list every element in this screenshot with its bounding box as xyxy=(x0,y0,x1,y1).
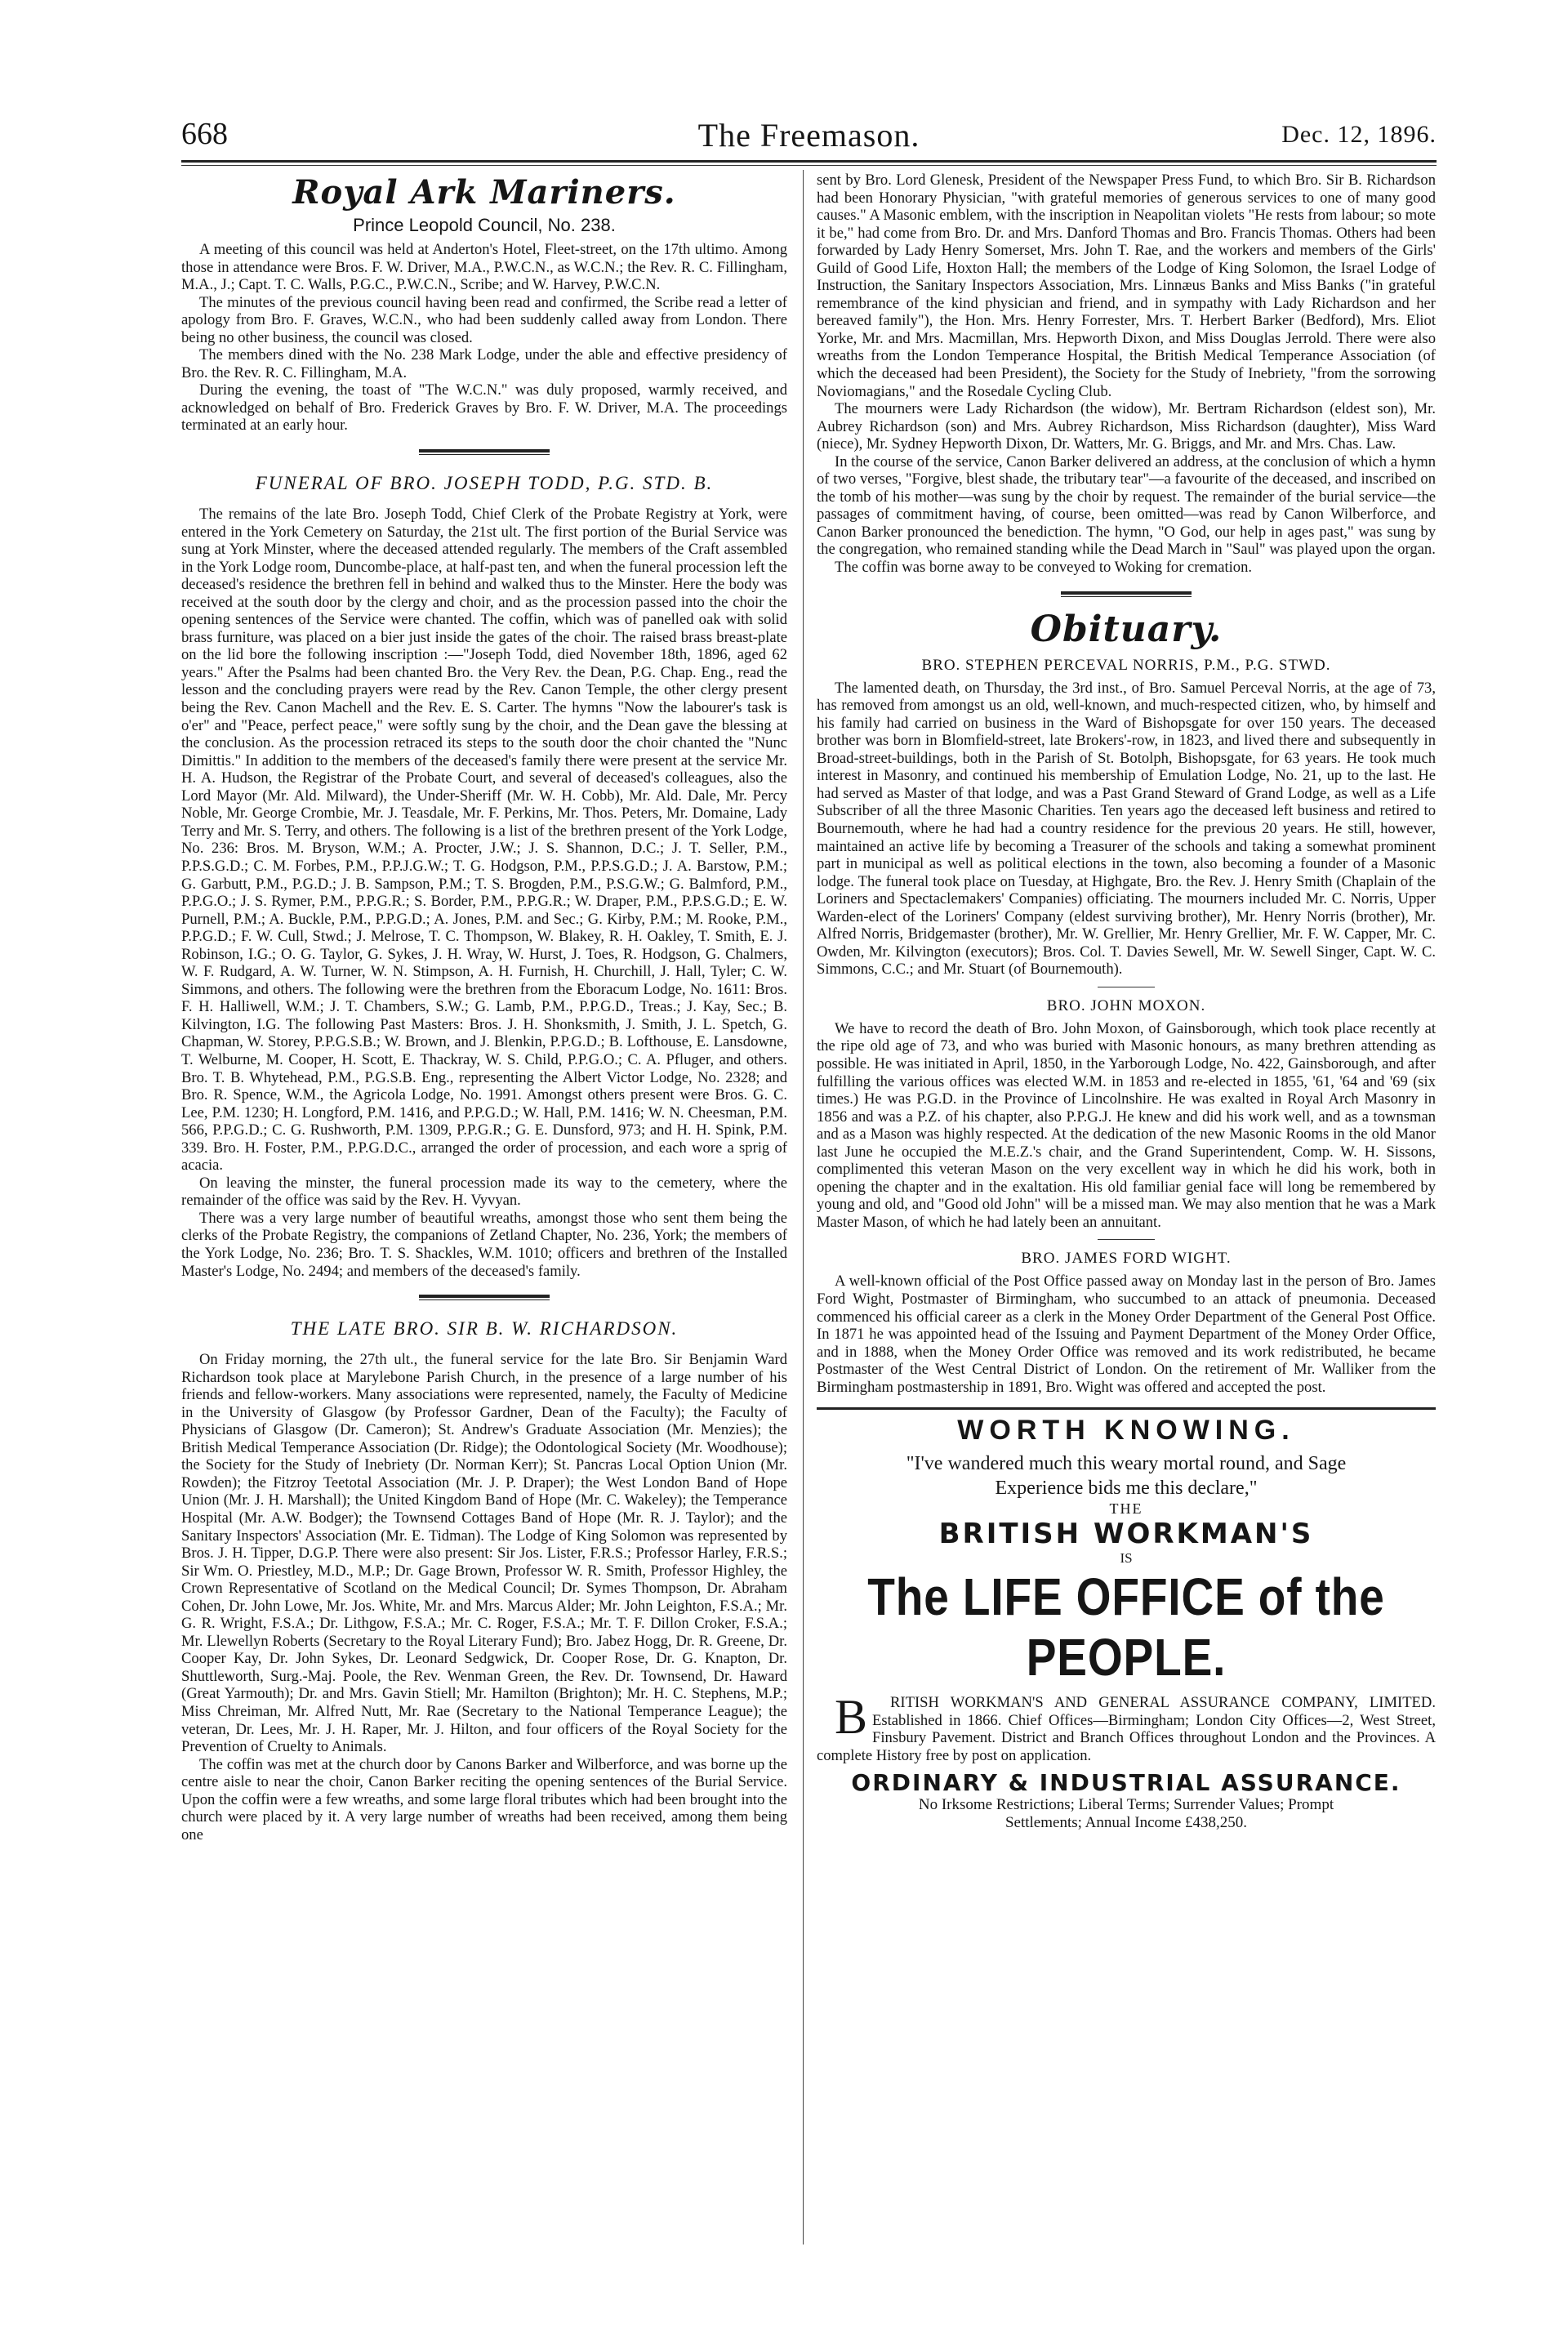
obituary-name-moxon: BRO. JOHN MOXON. xyxy=(1046,996,1206,1014)
advert-footer-line: Settlements; Annual Income £438,250. xyxy=(1004,1814,1248,1832)
obituary-heading: Obituary. xyxy=(1030,608,1223,650)
advert-company-name: BRITISH WORKMAN'S xyxy=(938,1518,1314,1551)
obituary-name-norris: BRO. STEPHEN PERCEVAL NORRIS, P.M., P.G. STWD. xyxy=(921,656,1331,674)
royal-ark-paragraph: The minutes of the previous council having been read and confirmed, the Scribe read a letter of apology from Bro. F. Graves, W.C.N., who had been suddenly called away from London. There being no other business, the council was closed. xyxy=(181,293,787,346)
advert-heading: WORTH KNOWING. xyxy=(957,1415,1295,1447)
masthead-title: The Freemason. xyxy=(697,117,920,154)
richardson-continued-paragraph: sent by Bro. Lord Glenesk, President of the Newspaper Press Fund, to which Bro. Sir B. Richardson had been Honorary Physician, "with grateful memories of generous services to one of many good causes." A Masonic emblem, with the inscription in Neapolitan violets "He rests from labour; so mote it be," had come from Bro. Dr. and Mrs. Danford Thomas and Bro. Francis Thomas. Others had been forwarded by Lady Henry Somerset, Mrs. John T. Rae, and the workers and members of the Girls' Guild of Good Life, Hoxton Hall; the members of the Lodge of King Solomon, the Israel Lodge of Instruction, the Sanitary Inspectors Association, Mrs. Linnæus Banks and Miss Banks ("in grateful remembrance of the kind physician and friend, and in sympathy with Lady Richardson and her bereaved family"), the Hon. Mrs. Henry Forrester, Mrs. T. Herbert Barker (Bedford), Mrs. Eliot Yorke, Mr. and Mrs. Macmillan, Mrs. Hepworth Dixon, and Miss Douglas Jerrold. There were also wreaths from the London Temperance Hospital, the British Medical Temperance Association (of which the deceased had been President), the Society for the Study of Inebriety, "from the sorrowing Noviomagians," and the Rosedale Cycling Club. xyxy=(817,172,1436,400)
royal-ark-paragraph: A meeting of this council was held at Anderton's Hotel, Fleet-street, on the 17th ultimo. Among those in attendance were Bros. F. W. Driver, M.A., P.W.C.N., as W.C.N.; the Rev. R. C. Fillingham, M.A., J.; Capt. T. C. Walls, P.G.C., P.W.C.N., Scribe; and W. Harvey, P.W.C.N. xyxy=(181,241,787,294)
advert-slogan: The LIFE OFFICE of the PEOPLE. xyxy=(867,1567,1385,1687)
richardson-paragraph: On Friday morning, the 27th ult., the funeral service for the late Bro. Sir Benjamin Ward Richardson took place at Marylebone Parish Church, in the presence of a large number of his friends and fellow-workers. Many associations were represented, namely, the Faculty of Medicine in the University of Glasgow (by Professor Gardner, Dean of the Faculty); the Faculty of Physicians of Glasgow (Dr. Cameron); St. Andrew's Graduate Association (Mr. Menzies); the British Medical Temperance Association (Dr. Ridge); the Odontological Society (Mr. Woodhouse); the Society for the Study of Inebriety (Dr. Norman Kerr); St. Pancras Local Option Union (Mr. Rowden); the Fitzroy Teetotal Association (Mr. J. P. Draper); the West London Band of Hope Union (Mr. J. H. Marshall); the United Kingdom Band of Hope (Mr. C. Wakeley); the Temperance Hospital (Mr. A.W. Bodger); the Townsend Cottages Band of Hope (Mr. R. J. Taylor); and the Sanitary Inspectors' Association (Mr. E. Tidman). The Lodge of King Solomon was represented by Bros. J. H. Tipper, D.G.P. There were also present: Sir Jos. Lister, F.R.S.; Professor Harley, F.R.S.; Sir Wm. O. Priestley, M.D., M.P.; Dr. Gage Brown, Professor W. R. Smith, Professor Highley, the Crown Representative of Scotland on the Medical Council; Dr. Symes Thompson, Dr. Abraham Cohen, Dr. John Lowe, Mr. Jos. White, Mr. and Mrs. Marcus Alder; Mr. John Leighton, F.S.A.; Mr. G. R. Wright, F.S.A.; Dr. Lithgow, F.S.A.; Mr. C. Roger, F.S.A.; Mr. T. F. Dillon Croker, F.S.A.; Mr. Llewellyn Roberts (Secretary to the Royal Literary Fund); Bro. Jabez Hogg, Dr. R. Greene, Dr. Cooper Kay, Dr. John Sykes, Dr. Leonard Sedgwick, Dr. Cooper Rose, Dr. G. Knapton, Dr. Shuttleworth, Surg.-Maj. Poole, the Rev. Wenman Green, the Rev. Dr. Townsend, Dr. Haward (Great Yarmouth); Dr. and Mrs. Gavin Stiell; Mr. Hamilton (Brighton); Mr. H. C. Stephens, M.P.; Miss Chreiman, Mr. Alfred Nutt, Mr. Rae (Secretary to the National Temperance League); the veteran, Dr. Lees, Mr. J. H. Raper, Mr. J. Hilton, and four officers of the Royal Society for the Prevention of Cruelty to Animals. xyxy=(181,1351,787,1756)
obituary-text-norris: The lamented death, on Thursday, the 3rd inst., of Bro. Samuel Perceval Norris, at the age of 73, has removed from amongst us an old, well-known, and much-respected citizen, who, by himself and his family had carried on business in the Ward of Bishopsgate for over 150 years. The deceased brother was born in Blomfield-street, late Brokers'-row, in 1823, and lived there and subsequently in Broad-street-buildings, both in the Parish of St. Botolph, Bishopsgate, for 63 years. He took much interest in Masonry, and continued his membership of Emulation Lodge, No. 21, up to the last. He had served as Master of that lodge, and was a Past Grand Steward of Grand Lodge, as well as a Life Subscriber of all the three Masonic Charities. Ten years ago the deceased left business and retired to Bournemouth, where he had had a country residence for the previous 20 years. He still, however, maintained an active life by becoming a Treasurer of the schools and taking a somewhat prominent part in municipal as well as political elections in the town, also becoming a founder of a Masonic lodge. The funeral took place on Tuesday, at Highgate, Bro. the Rev. J. Henry Smith (Chaplain of the Loriners and Spectaclemakers' Companies) officiating. The mourners included Mr. C. Norris, Upper Warden-elect of the Loriners' Company (eldest surviving brother), Mr. Henry Norris (brother), Mr. Alfred Norris, Bridgemaster (brother), Mr. W. Grellier, Mr. Henry Grellier, Mr. F. W. Capper, Mr. C. Owden, Mr. Kilvington (executors); Bros. Col. T. Davies Sewell, Mr. W. Sewell Singer, Capt. W. C. Simmons, C.C.; and Mr. Stuart (of Bournemouth). xyxy=(817,679,1436,978)
funeral-heading: FUNERAL OF BRO. JOSEPH TODD, P.G. STD. B. xyxy=(255,473,714,494)
advert-the: THE xyxy=(1109,1500,1143,1518)
funeral-paragraph: The remains of the late Bro. Joseph Todd, Chief Clerk of the Probate Registry at York, were entered in the York Cemetery on Saturday, the 21st ult. The first portion of the Burial Service was sung at York Minster, where the deceased attended regularly. The members of the Craft assembled in the York Lodge room, Duncombe-place, at half-past ten, and when the funeral procession left the deceased's residence the brethren fell in behind and walked thus to the Minster. Here the body was received at the south door by the clergy and choir, and as the procession passed into the choir the opening sentences of the Service were chanted. The coffin, which was of panelled oak with solid brass furniture, was placed on a bier just inside the gates of the choir. The raised brass breast-plate on the lid bore the following inscription :—"Joseph Todd, died November 18th, 1896, aged 62 years." After the Psalms had been chanted Bro. the Very Rev. the Dean, P.G. Chap. Eng., read the lesson and the concluding prayers were read by the Rev. Canon Temple, the other clergy present being the Rev. Canon Machell and the Rev. E. S. Carter. The hymns "Now the labourer's task is o'er" and "Peace, perfect peace," were softly sung by the choir, and the Dean gave the blessing at the conclusion. As the procession retraced its steps to the south door the choir chanted the "Nunc Dimittis." In addition to the members of the deceased's family there were present at the service Mr. H. A. Hudson, the Registrar of the Probate Court, and several of deceased's colleagues, also the Lord Mayor (Mr. Ald. Milward), the Under-Sheriff (Mr. W. H. Cobb), Mr. Ald. Dale, Mr. Percy Noble, Mr. George Crombie, Mr. J. Teasdale, Mr. F. Perkins, Mr. Thos. Peters, Mr. Domaine, Lady Terry and Mr. S. Terry, and others. The following is a list of the brethren present of the York Lodge, No. 236: Bros. M. Bryson, W.M.; A. Procter, J.W.; J. S. Shannon, D.C.; J. T. Seller, P.M., P.P.S.G.D.; C. M. Forbes, P.M., P.P.J.G.W.; T. G. Hodgson, P.M., P.P.S.G.D.; J. A. Barstow, P.M.; G. Garbutt, P.M., P.G.D.; J. B. Sampson, P.M.; T. S. Brogden, P.M., P.S.G.W.; G. Balmford, P.M., P.P.G.O.; J. S. Rymer, P.M., P.P.G.R.; S. Border, P.M., P.P.G.R.; W. Draper, P.M., P.P.S.G.D.; E. W. Purnell, P.M.; A. Buckle, P.M., P.P.G.D.; A. Jones, P.M. and Sec.; G. Kirby, P.M.; M. Rooke, P.M., P.P.G.D.; F. W. Cull, Stwd.; J. Melrose, T. C. Thompson, W. Blakey, R. H. Oakley, T. Smith, E. J. Robinson, I.G.; O. G. Taylor, G. Sykes, J. H. Wray, W. Hurst, J. Toes, R. Hodgson, G. Chalmers, W. F. Rudgard, A. W. Turner, W. N. Stimpson, A. H. Furnish, H. Churchill, J. Hall, Tyler; C. W. Simmons, and others. The following were the brethren from the Eboracum Lodge, No. 1611: Bros. F. H. Halliwell, W.M.; J. T. Chambers, S.W.; G. Lamb, P.M., P.P.G.D., Treas.; J. Kay, Sec.; B. Kilvington, I.G. The following Past Masters: Bros. J. H. Shonksmith, J. Smith, J. L. Spetch, G. Chapman, W. Storey, P.P.G.S.B.; W. Brown, and J. Blenkin, P.P.G.D.; B. Lofthouse, E. Lansdowne, T. Welburne, M. Cooper, H. Scott, E. Thackray, W. S. Child, P.P.G.O.; C. A. Pfluger, and others. Bro. T. B. Whytehead, P.M., P.G.S.B. Eng., representing the Albert Victor Lodge, No. 2328; and Bro. R. Spence, W.M., the Agricola Lodge, No. 1991. Amongst others present were Bros. G. C. Lee, P.M. 1230; H. Longford, P.M. 1416, and P.P.G.D.; W. Hall, P.M. 1416; W. N. Cheesman, P.M. 566, P.P.G.D.; C. G. Rushworth, P.M. 1309, P.P.G.R.; G. E. Dunsford, 973; and H. H. Spink, P.M. 339. Bro. H. Foster, P.M., P.P.G.D.C., arranged the order of procession, and each wore a sprig of acacia. xyxy=(181,506,787,1175)
royal-ark-paragraph: The members dined with the No. 238 Mark Lodge, under the able and effective presidency of Bro. the Rev. R. C. Fillingham, M.A. xyxy=(181,346,787,381)
advertisement xyxy=(817,1410,1436,1832)
funeral-paragraph: On leaving the minster, the funeral procession made its way to the cemetery, where the remainder of the office was said by the Rev. H. Vyvyan. xyxy=(181,1174,787,1210)
left-column xyxy=(181,172,787,2245)
issue-date: Dec. 12, 1896. xyxy=(1281,121,1437,148)
advert-body xyxy=(817,1690,1436,1764)
richardson-paragraph: The coffin was met at the church door by Canons Barker and Wilberforce, and was borne up the centre aisle to near the choir, Canon Barker reciting the opening sentences of the Burial Service. Upon the coffin were a few wreaths, and some large floral tributes which had been brought into the church were placed by it. A very large number of wreaths had been received, among them being one xyxy=(181,1755,787,1843)
header-rule xyxy=(181,160,1437,163)
advert-quote-line: "I've wandered much this weary mortal round, and Sage xyxy=(906,1453,1347,1475)
page-header xyxy=(181,116,1437,152)
drop-cap: B xyxy=(835,1690,868,1745)
obituary-text-wight: A well-known official of the Post Office passed away on Monday last in the person of Bro. James Ford Wight, Postmaster of Birmingham, who succumbed to an attack of pneumonia. Deceased commenced his official career as a clerk in the Money Order Department of the General Post Office. In 1871 he was appointed head of the Issuing and Payment Department of the Money Order Office, and in 1888, when the Money Order Office was removed and its work redistributed, he became Postmaster of the West Central District of London. On the retirement of Mr. Walliker from the Birmingham postmastership in 1891, Bro. Wight was offered and accepted the post. xyxy=(817,1273,1436,1396)
section-rule xyxy=(419,449,550,455)
royal-ark-paragraph: During the evening, the toast of "The W.C.N." was duly proposed, warmly received, and acknowledged on behalf of Bro. Frederick Graves by Bro. F. W. Driver, M.A. The proceedings terminated at an early hour. xyxy=(181,381,787,435)
advert-body-text: RITISH WORKMAN'S AND GENERAL ASSURANCE COMPANY, LIMITED. Established in 1866. Chief Offices—Birmingham; London City Offices—2, West Street, Finsbury Pavement. District and Branch Offices throughout London and the Provinces. A complete History free by post on application. xyxy=(817,1694,1436,1764)
short-rule xyxy=(1098,1239,1155,1240)
royal-ark-subheading: Prince Leopold Council, No. 238. xyxy=(353,215,616,235)
obituary-name-wight: BRO. JAMES FORD WIGHT. xyxy=(1021,1250,1232,1268)
header-rule-thin xyxy=(181,165,1437,166)
section-rule xyxy=(1061,591,1192,597)
richardson-continued-paragraph: In the course of the service, Canon Barker delivered an address, at the conclusion of which a hymn of two verses, "Forgive, blest shade, the tributary tear"—a favourite of the deceased, and inscribed on the tomb of his mother—was sung by the choir by request. The remainder of the burial service—the passages of commitment having, of course, been omitted—was read by Canon Wilberforce, and Canon Barker pronounced the benediction. The hymn, "O God, our help in ages past," was sung by the congregation, who remained standing while the Dead March in "Saul" was played upon the organ. xyxy=(817,452,1436,559)
royal-ark-heading: Royal Ark Mariners. xyxy=(292,173,676,212)
right-column xyxy=(817,172,1436,2245)
advert-is: IS xyxy=(1120,1550,1133,1567)
page-number: 668 xyxy=(181,117,228,151)
richardson-continued-paragraph: The coffin was borne away to be conveyed to Woking for cremation. xyxy=(835,559,1253,577)
advert-assurance: ORDINARY & INDUSTRIAL ASSURANCE. xyxy=(851,1769,1401,1797)
column-divider xyxy=(803,170,804,2245)
section-rule xyxy=(419,1295,550,1300)
obituary-text-moxon: We have to record the death of Bro. John Moxon, of Gainsborough, which took place recently at the ripe old age of 73, and who was buried with Masonic honours, as many brethren attending as possible. He was initiated in April, 1850, in the Yarborough Lodge, No. 422, Gainsborough, and after fulfilling the various offices was elected W.M. in 1853 and re-elected in 1855, '61, '64 and '69 (six times.) He was P.G.D. in the Province of Lincolnshire. He was exalted in Royal Arch Masonry in 1856 and was a P.Z. of his chapter, also P.P.G.J. He knew and did his work well, and as a townsman and as a Mason was highly respected. At the dedication of the new Masonic Rooms in the old Manor last June he occupied the M.E.Z.'s chair, and the Grand Superintendent, Comp. W. H. Sissons, complimented this veteran Mason on the very excellent way in which he did his work, both in opening the chapter and in the exaltation. His old familiar genial face will long be remembered by young and old, and "Good old John" will be a missed man. We may also mention that he was a Mark Master Mason, of which he had lately been an annuitant. xyxy=(817,1019,1436,1231)
richardson-heading: THE LATE BRO. SIR B. W. RICHARDSON. xyxy=(290,1318,679,1340)
advert-footer-line: No Irksome Restrictions; Liberal Terms; Surrender Values; Prompt xyxy=(918,1796,1334,1814)
advert-quote-line: Experience bids me this declare," xyxy=(995,1478,1258,1500)
funeral-paragraph: There was a very large number of beautiful wreaths, amongst those who sent them being the clerks of the Probate Registry, the companions of Zetland Chapter, No. 236, York; the members of the York Lodge, No. 236; Bro. T. S. Shackles, W.M. 1010; officers and brethren of the Installed Master's Lodge, No. 2494; and members of the deceased's family. xyxy=(181,1209,787,1280)
richardson-continued-paragraph: The mourners were Lady Richardson (the widow), Mr. Bertram Richardson (eldest son), Mr. Aubrey Richardson (son) and Mrs. Aubrey Richardson, Miss Richardson (daughter), Miss Ward (niece), Mr. Sydney Hepworth Dixon, Dr. Watters, Mr. G. Briggs, and Mr. and Mrs. Chas. Law. xyxy=(817,400,1436,453)
